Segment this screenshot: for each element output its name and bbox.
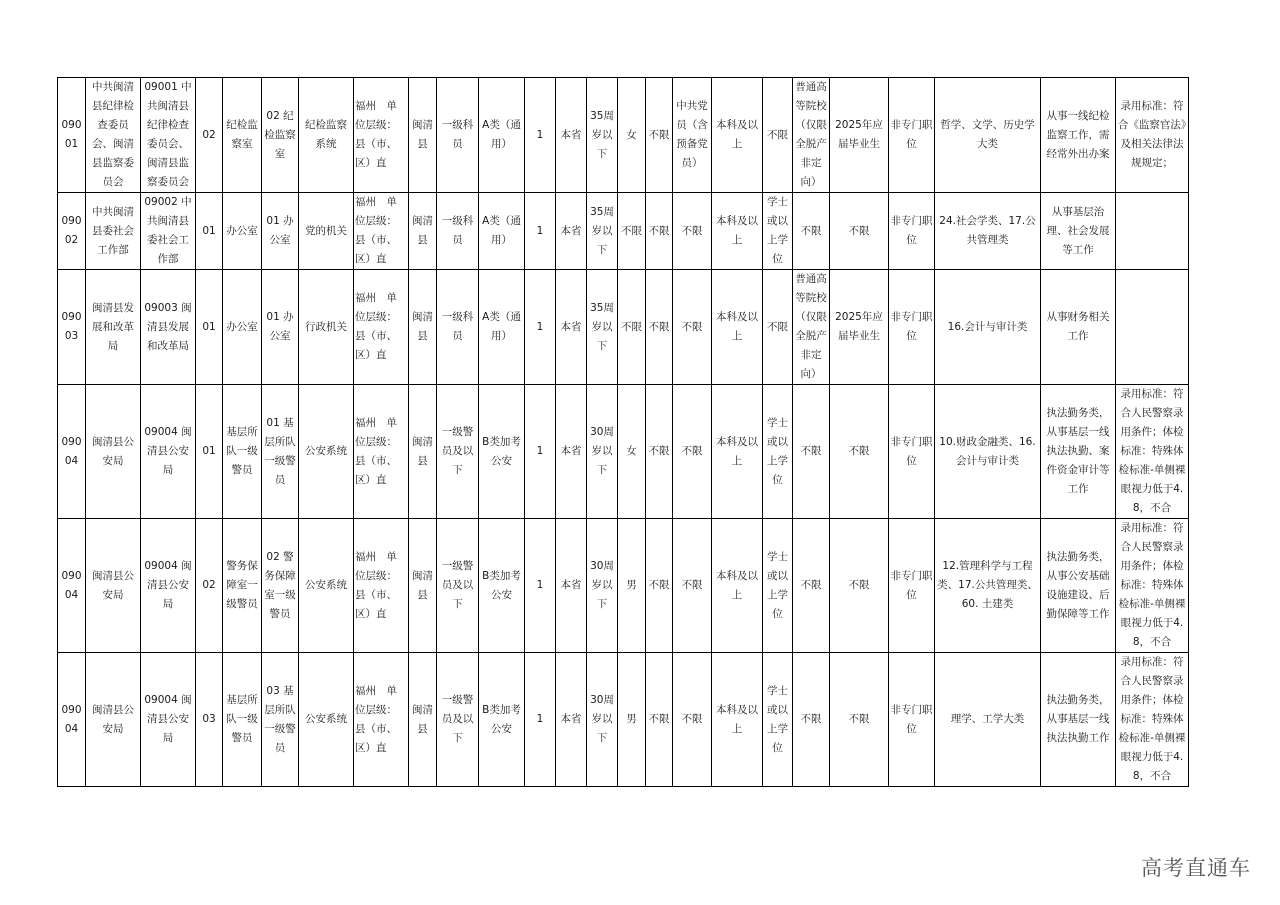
unit-code-name: 09004 闽清县公安局 xyxy=(141,385,196,519)
special-position: 非专门职位 xyxy=(889,78,935,193)
ethnicity: 不限 xyxy=(646,270,673,385)
graduate-status: 不限 xyxy=(830,653,889,787)
position-code: 09001 xyxy=(58,78,86,193)
agency-name: 闽清县公安局 xyxy=(86,385,141,519)
position-code: 09002 xyxy=(58,193,86,270)
ethnicity: 不限 xyxy=(646,653,673,787)
political-status: 不限 xyxy=(673,519,712,653)
table-row xyxy=(58,519,1189,653)
remarks xyxy=(1116,193,1189,270)
rank: 一级警员及以下 xyxy=(437,385,479,519)
unit-level: 福州 单位层级：县（市、区）直 xyxy=(354,193,409,270)
remarks: 录用标准：符合人民警察录用条件；体检标准：特殊体检标准-单侧裸眼视力低于4.8，不合 xyxy=(1116,385,1189,519)
agency-name: 中共闽清县纪律检查委员会、闽清县监察委员会 xyxy=(86,78,141,193)
major-requirement: 哲学、文学、历史学大类 xyxy=(935,78,1041,193)
residence-scope: 本省 xyxy=(556,193,587,270)
residence-scope: 本省 xyxy=(556,270,587,385)
political-status: 不限 xyxy=(673,653,712,787)
table-row xyxy=(58,193,1189,270)
graduate-status: 不限 xyxy=(830,385,889,519)
headcount: 1 xyxy=(525,78,556,193)
school-type: 不限 xyxy=(793,653,830,787)
ethnicity: 不限 xyxy=(646,193,673,270)
education: 本科及以上 xyxy=(712,193,763,270)
school-type: 普通高等院校（仅限全脱产非定向） xyxy=(793,78,830,193)
position-code-name: 01 基层所队一级警员 xyxy=(262,385,299,519)
graduate-status: 2025年应届毕业生 xyxy=(830,270,889,385)
remarks: 录用标准：符合人民警察录用条件；体检标准：特殊体检标准-单侧裸眼视力低于4.8，不合 xyxy=(1116,519,1189,653)
ethnicity: 不限 xyxy=(646,78,673,193)
position-code: 09004 xyxy=(58,519,86,653)
political-status: 不限 xyxy=(673,193,712,270)
education: 本科及以上 xyxy=(712,519,763,653)
position-number: 01 xyxy=(196,193,223,270)
rank: 一级警员及以下 xyxy=(437,653,479,787)
special-position: 非专门职位 xyxy=(889,193,935,270)
residence-scope: 本省 xyxy=(556,653,587,787)
ethnicity: 不限 xyxy=(646,385,673,519)
age-limit: 30周岁以下 xyxy=(587,653,618,787)
school-type: 不限 xyxy=(793,519,830,653)
political-status: 不限 xyxy=(673,385,712,519)
unit-code-name: 09003 闽清县发展和改革局 xyxy=(141,270,196,385)
degree: 学士或以上学位 xyxy=(763,193,793,270)
region: 闽清县 xyxy=(409,270,437,385)
unit-level: 福州 单位层级：县（市、区）直 xyxy=(354,270,409,385)
graduate-status: 2025年应届毕业生 xyxy=(830,78,889,193)
remarks: 录用标准：符合人民警察录用条件；体检标准：特殊体检标准-单侧裸眼视力低于4.8，不合 xyxy=(1116,653,1189,787)
special-position: 非专门职位 xyxy=(889,519,935,653)
special-position: 非专门职位 xyxy=(889,270,935,385)
table-row xyxy=(58,653,1189,787)
major-requirement: 24.社会学类、17.公共管理类 xyxy=(935,193,1041,270)
agency-name: 闽清县公安局 xyxy=(86,653,141,787)
gender: 女 xyxy=(618,78,646,193)
position-code-name: 03 基层所队一级警员 xyxy=(262,653,299,787)
residence-scope: 本省 xyxy=(556,519,587,653)
position-code-name: 02 警务保障室一级警员 xyxy=(262,519,299,653)
gender: 男 xyxy=(618,519,646,653)
degree: 学士或以上学位 xyxy=(763,385,793,519)
degree: 学士或以上学位 xyxy=(763,653,793,787)
special-position: 非专门职位 xyxy=(889,385,935,519)
rank: 一级科员 xyxy=(437,193,479,270)
education: 本科及以上 xyxy=(712,385,763,519)
residence-scope: 本省 xyxy=(556,385,587,519)
job-description: 执法勤务类，从事公安基础设施建设、后勤保障等工作 xyxy=(1041,519,1116,653)
position-code: 09003 xyxy=(58,270,86,385)
position-number: 01 xyxy=(196,270,223,385)
school-type: 普通高等院校（仅限全脱产非定向） xyxy=(793,270,830,385)
special-position: 非专门职位 xyxy=(889,653,935,787)
headcount: 1 xyxy=(525,519,556,653)
education: 本科及以上 xyxy=(712,78,763,193)
position-name: 警务保障室一级警员 xyxy=(223,519,262,653)
agency-name: 闽清县公安局 xyxy=(86,519,141,653)
watermark: 高考直通车 xyxy=(1141,856,1251,880)
agency-name: 中共闽清县委社会工作部 xyxy=(86,193,141,270)
age-limit: 35周岁以下 xyxy=(587,78,618,193)
system-type: 公安系统 xyxy=(299,519,354,653)
position-name: 基层所队一级警员 xyxy=(223,385,262,519)
unit-code-name: 09004 闽清县公安局 xyxy=(141,519,196,653)
exam-category: A类（通用） xyxy=(479,270,525,385)
residence-scope: 本省 xyxy=(556,78,587,193)
major-requirement: 10.财政金融类、16.会计与审计类 xyxy=(935,385,1041,519)
rank: 一级科员 xyxy=(437,78,479,193)
position-name: 办公室 xyxy=(223,270,262,385)
school-type: 不限 xyxy=(793,385,830,519)
gender: 女 xyxy=(618,385,646,519)
system-type: 公安系统 xyxy=(299,385,354,519)
remarks xyxy=(1116,270,1189,385)
degree: 学士或以上学位 xyxy=(763,519,793,653)
exam-category: B类加考公安 xyxy=(479,385,525,519)
exam-category: B类加考公安 xyxy=(479,519,525,653)
education: 本科及以上 xyxy=(712,270,763,385)
position-code-name: 01 办公室 xyxy=(262,270,299,385)
political-status: 中共党员（含预备党员） xyxy=(673,78,712,193)
headcount: 1 xyxy=(525,193,556,270)
graduate-status: 不限 xyxy=(830,193,889,270)
region: 闽清县 xyxy=(409,193,437,270)
age-limit: 30周岁以下 xyxy=(587,385,618,519)
headcount: 1 xyxy=(525,653,556,787)
system-type: 公安系统 xyxy=(299,653,354,787)
table-row xyxy=(58,270,1189,385)
table-row xyxy=(58,78,1189,193)
gender: 不限 xyxy=(618,193,646,270)
degree: 不限 xyxy=(763,78,793,193)
unit-code-name: 09002 中共闽清县委社会工作部 xyxy=(141,193,196,270)
unit-level: 福州 单位层级：县（市、区）直 xyxy=(354,653,409,787)
unit-level: 福州 单位层级：县（市、区）直 xyxy=(354,78,409,193)
graduate-status: 不限 xyxy=(830,519,889,653)
age-limit: 35周岁以下 xyxy=(587,270,618,385)
position-number: 02 xyxy=(196,78,223,193)
system-type: 党的机关 xyxy=(299,193,354,270)
system-type: 纪检监察系统 xyxy=(299,78,354,193)
unit-code-name: 09001 中共闽清县纪律检查委员会、闽清县监察委员会 xyxy=(141,78,196,193)
position-name: 纪检监察室 xyxy=(223,78,262,193)
job-description: 执法勤务类，从事基层一线执法执勤、案件资金审计等工作 xyxy=(1041,385,1116,519)
age-limit: 30周岁以下 xyxy=(587,519,618,653)
headcount: 1 xyxy=(525,385,556,519)
region: 闽清县 xyxy=(409,385,437,519)
job-description: 从事一线纪检监察工作，需经常外出办案 xyxy=(1041,78,1116,193)
position-code-name: 01 办公室 xyxy=(262,193,299,270)
position-code: 09004 xyxy=(58,653,86,787)
region: 闽清县 xyxy=(409,653,437,787)
unit-code-name: 09004 闽清县公安局 xyxy=(141,653,196,787)
table-row xyxy=(58,385,1189,519)
job-description: 从事财务相关工作 xyxy=(1041,270,1116,385)
ethnicity: 不限 xyxy=(646,519,673,653)
unit-level: 福州 单位层级：县（市、区）直 xyxy=(354,519,409,653)
remarks: 录用标准：符合《监察官法》及相关法律法规规定； xyxy=(1116,78,1189,193)
agency-name: 闽清县发展和改革局 xyxy=(86,270,141,385)
education: 本科及以上 xyxy=(712,653,763,787)
region: 闽清县 xyxy=(409,78,437,193)
position-name: 基层所队一级警员 xyxy=(223,653,262,787)
political-status: 不限 xyxy=(673,270,712,385)
gender: 男 xyxy=(618,653,646,787)
school-type: 不限 xyxy=(793,193,830,270)
system-type: 行政机关 xyxy=(299,270,354,385)
exam-category: A类（通用） xyxy=(479,193,525,270)
job-description: 从事基层治理、社会发展等工作 xyxy=(1041,193,1116,270)
position-number: 01 xyxy=(196,385,223,519)
rank: 一级科员 xyxy=(437,270,479,385)
headcount: 1 xyxy=(525,270,556,385)
recruitment-table xyxy=(57,77,1189,787)
job-description: 执法勤务类，从事基层一线执法执勤工作 xyxy=(1041,653,1116,787)
exam-category: A类（通用） xyxy=(479,78,525,193)
exam-category: B类加考公安 xyxy=(479,653,525,787)
position-code-name: 02 纪检监察室 xyxy=(262,78,299,193)
major-requirement: 12.管理科学与工程类、17.公共管理类、60. 土建类 xyxy=(935,519,1041,653)
position-code: 09004 xyxy=(58,385,86,519)
position-name: 办公室 xyxy=(223,193,262,270)
position-number: 02 xyxy=(196,519,223,653)
major-requirement: 16.会计与审计类 xyxy=(935,270,1041,385)
unit-level: 福州 单位层级：县（市、区）直 xyxy=(354,385,409,519)
age-limit: 35周岁以下 xyxy=(587,193,618,270)
gender: 不限 xyxy=(618,270,646,385)
region: 闽清县 xyxy=(409,519,437,653)
rank: 一级警员及以下 xyxy=(437,519,479,653)
major-requirement: 理学、工学大类 xyxy=(935,653,1041,787)
degree: 不限 xyxy=(763,270,793,385)
position-number: 03 xyxy=(196,653,223,787)
